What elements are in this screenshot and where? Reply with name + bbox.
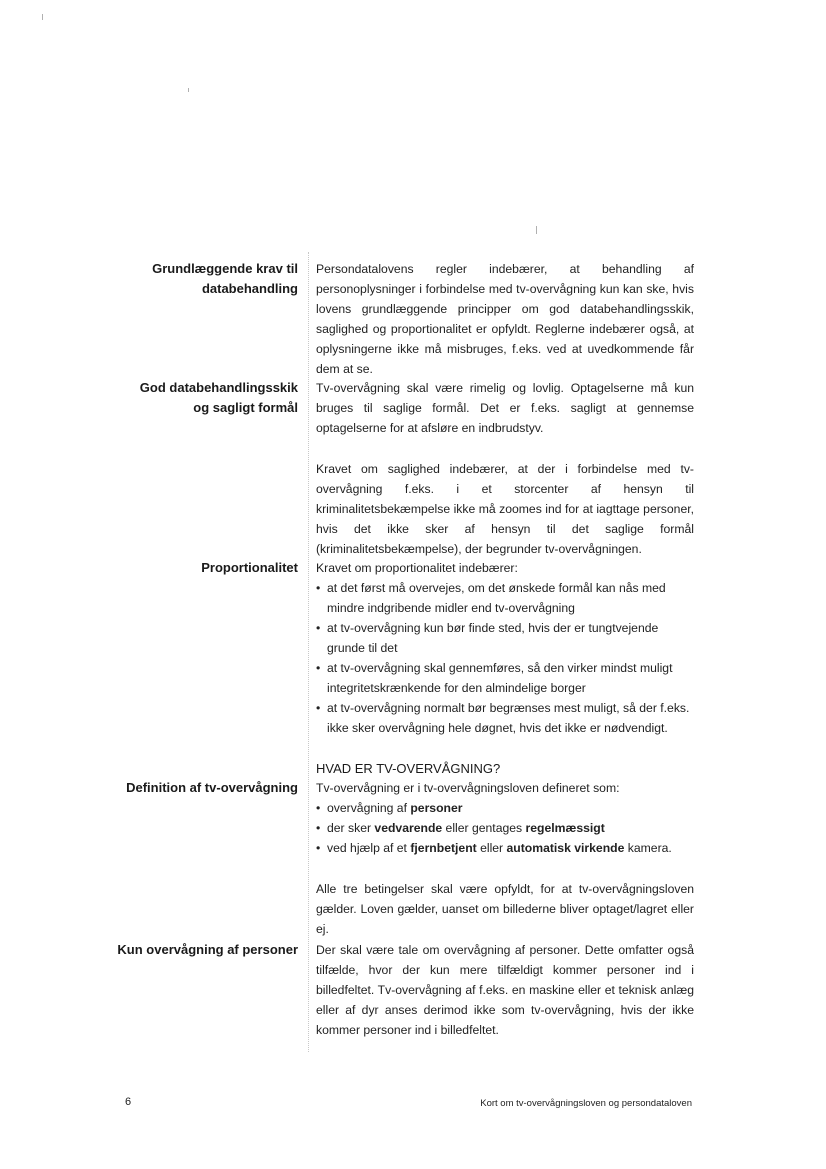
label-definition: Definition af tv-overvågning [126, 780, 298, 795]
list-item: • at tv-overvågning normalt bør begrænses mest muligt, så der f.eks. ikke sker overvågning hele døgnet, hvis det ikke er nødvendigt. [316, 698, 694, 738]
column-divider [308, 252, 309, 1052]
scan-speck [188, 88, 189, 92]
running-footer-title: Kort om tv-overvågningsloven og persondataloven [480, 1098, 692, 1109]
paragraph-proportionalitet-intro: Kravet om proportionalitet indebærer: [316, 561, 518, 575]
list-item [316, 818, 694, 838]
proportionalitet-list [316, 578, 694, 738]
list-text: eller gentages [442, 821, 526, 835]
emphasis: regelmæssigt [525, 821, 605, 835]
page-number: 6 [125, 1096, 132, 1108]
emphasis: personer [410, 801, 463, 815]
label-line: og sagligt formål [193, 400, 298, 415]
label-grundlaeggende-krav [108, 259, 298, 299]
emphasis: automatisk virkende [506, 841, 625, 855]
emphasis: vedvarende [374, 821, 443, 835]
list-text: ved hjælp af et [327, 841, 411, 855]
label-line: God databehandlingsskik [139, 380, 298, 395]
list-text: der sker [327, 821, 375, 835]
paragraph-grundlaeggende: Persondatalovens regler indebærer, at behandling af personoplysninger i forbindelse med tv-overvågning kun kan ske, hvis lovens grundlæggende principper om god databehandlingsskik, saglighed og proportionalitet er opfyldt. Reglerne indebærer også, at oplysningerne ikke må misbruges, f.eks. ved at uvedkommende får dem at se. [316, 262, 694, 376]
paragraph-god-skik-2: Kravet om saglighed indebærer, at der i forbindelse med tv-overvågning f.eks. i et storcenter af hensyn til kriminalitetsbekæmpelse ikke må zoomes ind for at iagttage personer, hvis det ikke sker af hensyn til det saglige formål (kriminalitetsbekæmpelse), der begrunder tv-overvågningen. [316, 462, 694, 556]
list-item: • at tv-overvågning kun bør finde sted, hvis der er tungtvejende grunde til det [316, 618, 694, 658]
scan-speck [536, 226, 537, 234]
label-line: Grundlæggende krav til [152, 261, 298, 276]
paragraph-personer: Der skal være tale om overvågning af personer. Dette omfatter også tilfælde, hvor der kun mere tilfældigt kommer personer ind i billedfeltet. Tv-overvågning af f.eks. en maskine eller et teknisk anlæg eller af dyr anses derimod ikke som tv-overvågning, hvis der ikke kommer personer ind i billedfeltet. [316, 943, 694, 1037]
list-text: overvågning af [327, 801, 411, 815]
definition-list [316, 798, 694, 858]
list-item [316, 798, 694, 818]
paragraph-definition: Alle tre betingelser skal være opfyldt, for at tv-overvågningsloven gælder. Loven gælder, uanset om billederne bliver optaget/lagret eller ej. [316, 882, 694, 936]
emphasis: fjernbetjent [410, 841, 477, 855]
list-item: • at det først må overvejes, om det ønskede formål kan nås med mindre indgribende midler end tv-overvågning [316, 578, 694, 618]
list-text: eller [476, 841, 507, 855]
label-kun-personer: Kun overvågning af personer [117, 942, 298, 957]
paragraph-god-skik-1: Tv-overvågning skal være rimelig og lovlig. Optagelserne må kun bruges til saglige formål. Det er f.eks. sagligt at gennemse optagelserne for at afsløre en indbrudstyv. [316, 381, 694, 435]
list-item [316, 838, 694, 858]
paragraph-definition-intro: Tv-overvågning er i tv-overvågningsloven defineret som: [316, 781, 620, 795]
section-heading: HVAD ER TV-OVERVÅGNING? [316, 761, 501, 776]
label-proportionalitet: Proportionalitet [201, 560, 298, 575]
label-line: databehandling [201, 281, 298, 296]
label-god-databehandlingsskik [108, 378, 298, 418]
list-item: • at tv-overvågning skal gennemføres, så den virker mindst muligt integritetskrænkende for den almindelige borger [316, 658, 694, 698]
scan-speck [42, 14, 43, 20]
list-text: kamera. [624, 841, 672, 855]
